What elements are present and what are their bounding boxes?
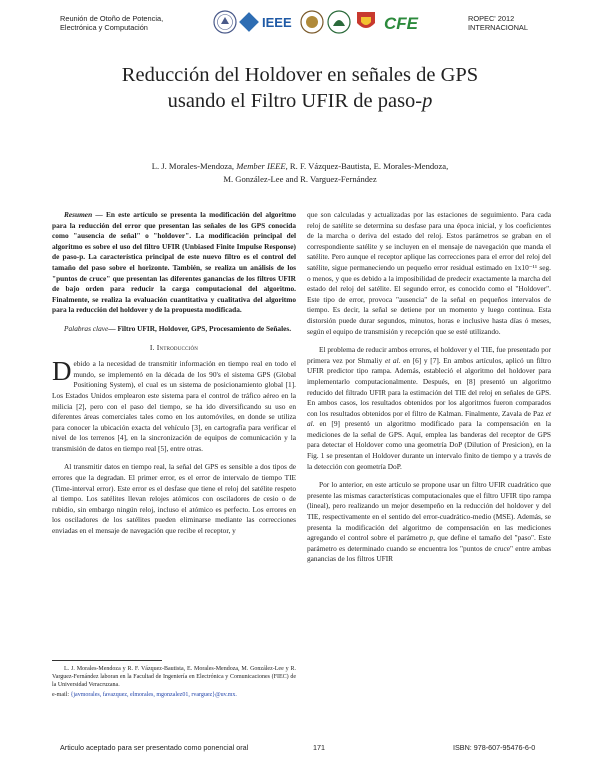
p2-part-c: en [9] presentó un algoritmo modificado para la compensación en la mediciones de la señal de GPS. Aquí, emplea las banderas del receptor de GPS para detectar el Holdover como una geometría DoP (Dilution of Presicion), en la Fig. 1 se presentan el Holdover durante un intervalo finito de tiempo y a través de la detección con geometría DoP.	[307, 419, 551, 471]
right-paragraph-3	[307, 480, 551, 565]
sponsor-logos	[212, 9, 464, 35]
p3-part-b: , que define el tamaño del "paso". Este parámetro es determinado cuando se encuentra los "puntos de cruce" entre ambas ganancias de los filtros UFIR	[307, 533, 551, 564]
event-line-1: ROPEC' 2012	[468, 14, 515, 23]
section-title-text: Introducción	[156, 342, 199, 352]
section-heading-introduction	[52, 343, 296, 354]
cfe-logo-text: CFE	[384, 14, 418, 33]
page-number: 171	[313, 743, 325, 752]
intro-paragraph-2: Al transmitir datos en tiempo real, la señal del GPS es sensible a dos tipos de errores que la degradan. El primer error, es el error de intervalo de tiempo TIE (Time-interval error). Este error es el desfase que tiene el reloj del satélite respeto al tiempo. Los satélites llevan relojes atómicos con osciladores de cesio o de rubidio, sin embargo ningún reloj, incluso el atómico es perfecto. Los errores en los osciladores de los satélites pueden eliminarse mediante las correcciones enviadas en el mensaje de navegación que recibe el receptor, y	[52, 462, 296, 536]
et-al-2: et al.	[307, 408, 551, 429]
abstract-label: Resumen	[64, 210, 93, 219]
right-column	[307, 210, 551, 573]
institute-seal-icon	[301, 11, 323, 33]
author-list	[60, 160, 540, 185]
keywords-text: — Filtro UFIR, Holdover, GPS, Procesamiento de Señales.	[108, 323, 292, 333]
conference-line-1: Reunión de Otoño de Potencia,	[60, 14, 164, 23]
footnote-divider	[52, 660, 162, 661]
author-footnote	[52, 665, 296, 700]
faculty-seal-icon	[328, 11, 350, 33]
keywords	[52, 324, 296, 335]
email-label: e-mail:	[52, 691, 71, 698]
authors-rest: , R. F. Vázquez-Bautista, E. Morales-Mendoza,	[285, 161, 449, 171]
title-line-2-text: usando el Filtro UFIR de paso-	[167, 90, 423, 112]
title-variable: p	[422, 90, 433, 112]
paper-title	[40, 62, 560, 114]
member-designation: Member IEEE	[236, 161, 286, 171]
abstract-text: — En este artículo se presenta la modificación del algoritmo para la reducción del error que presentan las señales de los GPS conocida como "ausencia de señal" o "holdover". La modificación principal del algoritmo es sobre el uso del filtro UFIR (Unbiased Finite Impulse Response) de paso-p. La característica principal de este nuevo filtro es el control del tamaño del paso sobre el horizonte. También, se realiza un análisis de los "puntos de cruce" que presentan las diferentes ganancias de los filtros UFIR de bajo orden para reducir la carga computacional del algoritmo. Finalmente, se realiza la evaluación cuantitativa y cualitativa del algoritmo para la reducción del holdover y de la propuesta modificada.	[52, 210, 296, 315]
event-name	[468, 14, 548, 32]
cfe-logo	[384, 14, 419, 33]
keywords-label: Palabras clave	[64, 323, 109, 333]
authors-line-1	[60, 160, 540, 173]
left-column	[52, 210, 296, 545]
p2-part-a: El problema de reducir ambos errores, el holdover y el TIE, fue presentado por primera vez por Shmaliy	[307, 345, 551, 365]
footnote-email	[52, 691, 296, 699]
footnote-affiliation: L. J. Morales-Mendoza y R. F. Vázquez-Bautista, E. Morales-Mendoza, M. González-Lee y R. Varguez-Fernández laboran en la Facultad de Ingeniería en Electrónica y Comunicaciones (FIEC) de la Universidad Veracruzana.	[52, 666, 296, 689]
shield-logo-icon	[357, 12, 375, 28]
authors-line-2: M. González-Lee and R. Varguez-Fernández	[223, 173, 377, 184]
drop-cap: D	[52, 356, 72, 387]
right-paragraph-1: que son calculadas y actualizadas por las estaciones de seguimiento. Para cada reloj de satélite se determina su desfase para una época inicial, y los coeficientes de la marcha o deriva del estado del reloj. Estos parámetros se graban en el correspondiente satélite y se incluyen en el mensaje de navegación que manda el satélite. Pero aunque el receptor aplique las correcciones para el error del reloj del satélite, sigue permaneciendo un pequeño error residual estimado en 1x10⁻¹¹ seg. o menos, y que es debido a la imposibilidad de predecir exactamente la marcha del estado del reloj del satélite. El segundo error, es conocido como el "Holdover". Este tipo de error, provoca "ausencia" de la señal en pequeños intervalos de tiempo. Es decir, la señal se detiene por un momento y luego continua. Esta distorsión puede durar segundos, minutos, horas e inclusive hasta días ó meses, según el equipo de transmisión y recepción que se esté utilizando.	[307, 210, 551, 336]
university-seal-icon	[214, 11, 236, 33]
p3-variable: p	[429, 533, 434, 543]
intro-paragraph-1	[52, 356, 296, 454]
conference-line-2: Electrónica y Computación	[60, 23, 148, 32]
intro-paragraph-1-text: ebido a la necesidad de transmitir información en tiempo real en todo el mundo, se implementó en la década de los 90's el sistema GPS (Global Positioning System), el cual es un sistema de posicionamiento global [1]. Los Estados Unidos emplearon este sistema para el control de tráfico aéreo en la milicia [2], pero con el paso del tiempo, se ha ido diversificando su uso en diferentes áreas comerciales tales como en los automóviles, en donde se utiliza para conocer la ubicación exacta del vehículo [3], en cartografía para verificar el nivel de los terrenos [4], en la sincronización de equipos de comunicación y la transmisión de datos en tiempo real [5], entre otras.	[52, 359, 296, 453]
p2-part-b: en [6] y [7]. En ambos artículos, aplicó un filtro UFIR predictor tipo rampa. Además, estableció el algoritmo del holdover para implementarlo computacionalmente. Después, en [8] presentó un algoritmo reducido del filtrado UFIR para la estimación del TIE del reloj en señales de GPS. En ambos casos, los resultados obtenidos por los algoritmos fueron comparados con los resultados obtenidos por el filtro de Kalman. Finalmente, Zavala de Paz	[307, 355, 552, 418]
p3-part-a: Por lo anterior, en este artículo se propone usar un filtro UFIR cuadrático que presente las mismas características computacionales que el filtro UFIR tipo rampa (lineal), pero realizando un mejor desempeño en la reducción del holdover y del TIE, respectivamente en el sentido del error-cuadrático-medio (MSE). Además, se presenta la modificación del algoritmo de compensación en las mediciones agregando el control sobre el parámetro	[307, 480, 551, 543]
event-line-2: INTERNACIONAL	[468, 23, 528, 32]
abstract	[52, 210, 296, 316]
title-line-1: Reducción del Holdover en señales de GPS	[121, 64, 479, 86]
authors-first: L. J. Morales-Mendoza,	[151, 161, 237, 171]
section-number: I.	[149, 342, 157, 352]
conference-name	[60, 14, 210, 32]
ieee-logo-text: IEEE	[262, 15, 292, 30]
footer-note: Articulo aceptado para ser presentado como ponencial oral	[60, 743, 249, 752]
email-addresses[interactable]: {javmorales, favazquez, elmorales, mgonzalez01, rvarguez}@uv.mx.	[70, 691, 237, 698]
title-line-2	[40, 88, 560, 114]
right-paragraph-2	[307, 345, 551, 472]
isbn: ISBN: 978-607-95476-6-0	[453, 743, 536, 752]
ieee-logo	[239, 12, 296, 32]
et-al-1: et al.	[384, 355, 401, 365]
